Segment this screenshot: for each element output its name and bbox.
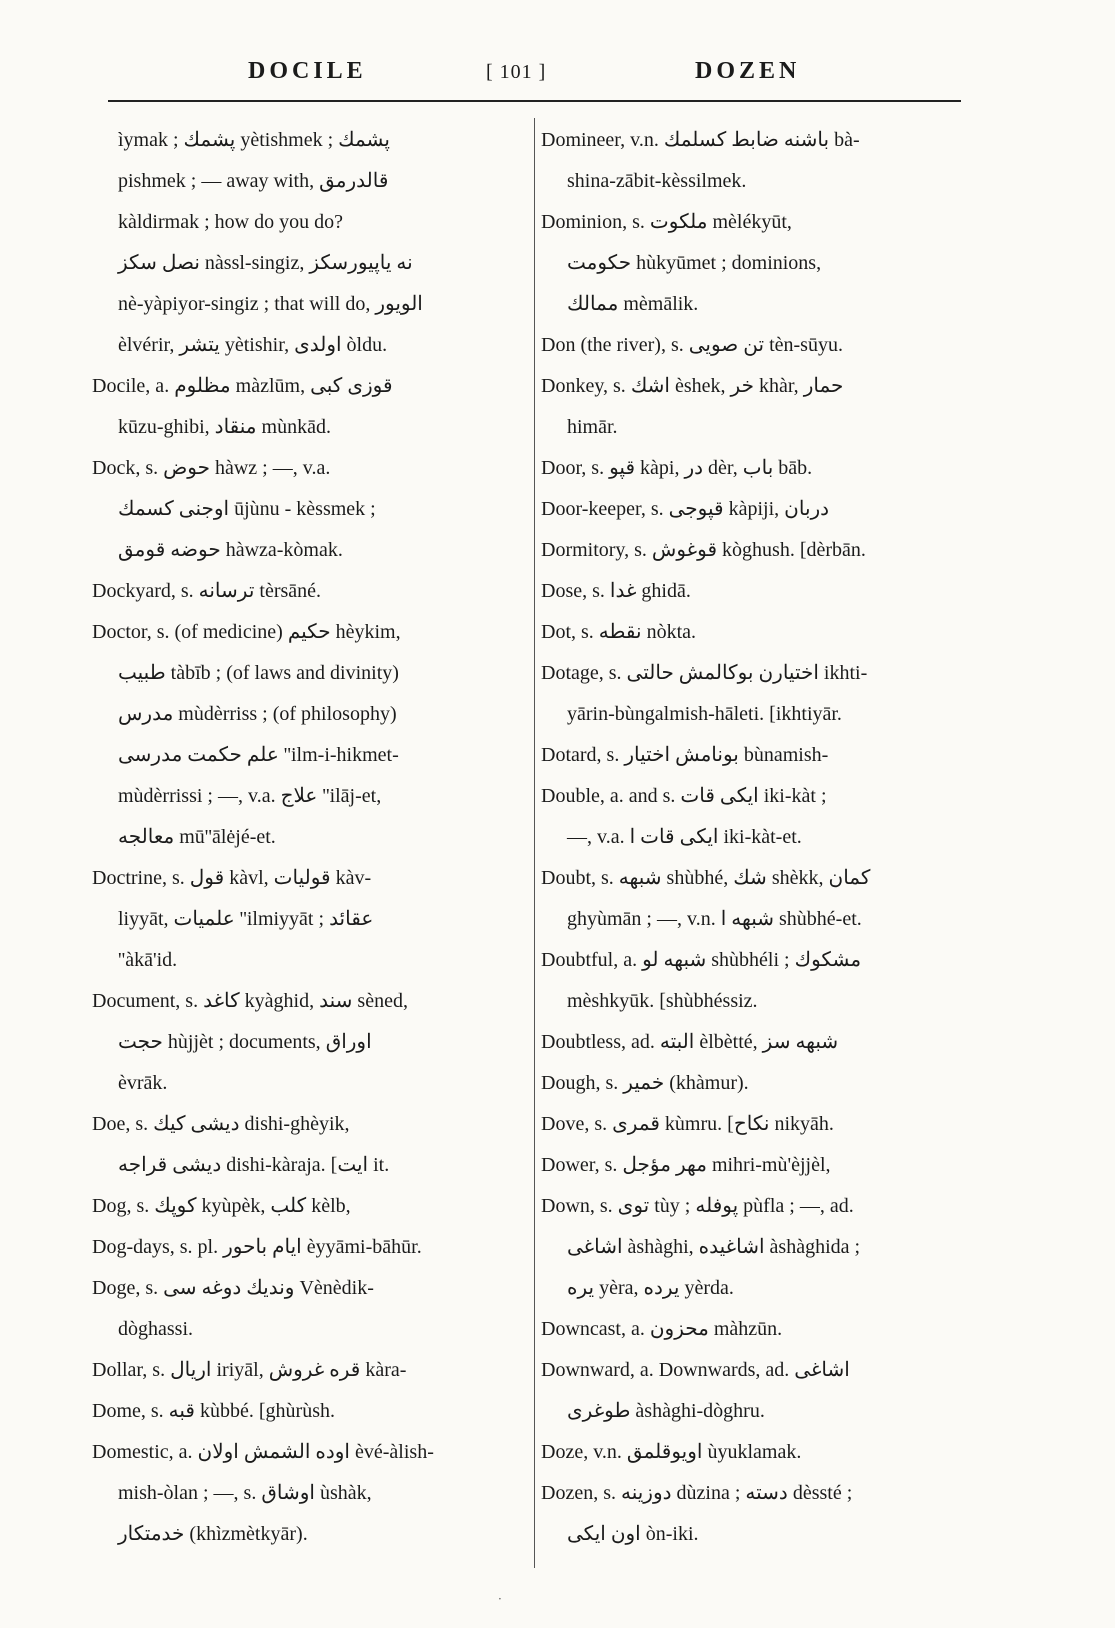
entry-line: Dower, s. مهر مؤجل mihri-mù'èjjèl, <box>541 1154 831 1176</box>
entry-line: nè-yàpiyor-singiz ; that will do, الويور <box>118 293 423 315</box>
right-column <box>541 120 966 1555</box>
entry-line: خدمتكار (khìzmètkyār). <box>118 1523 308 1545</box>
entry-line: Downward, a. Downwards, ad. اشاغی <box>541 1359 850 1381</box>
entry-line: طبيب tàbīb ; (of laws and divinity) <box>118 662 399 684</box>
entry-line: Doctrine, s. قول kàvl, قولیات kàv- <box>92 867 372 889</box>
entry-line: حكومت hùkyūmet ; dominions, <box>567 252 822 274</box>
entry-line: Dog, s. كوپك kyùpèk, كلب kèlb, <box>92 1195 351 1217</box>
entry-line: mish-òlan ; —, s. اوشاق ùshàk, <box>118 1482 372 1504</box>
entry-line: نصل سكز nàssl-singiz, نه یاپیورسکز <box>118 252 413 274</box>
entry-line: ''àkā'id. <box>118 949 178 971</box>
entry-line: Doge, s. وندیك دوغه سی Vènèdik- <box>92 1277 374 1299</box>
entry-line: اوجنی کسمك ūjùnu - kèssmek ; <box>118 498 376 520</box>
entry-line: علم حكمت مدرسی ''ilm-i-hikmet- <box>118 744 399 766</box>
header-right-guide-word: DOZEN <box>695 58 801 84</box>
entry-line: mùdèrrissi ; —, v.a. علاج ''ilāj-et, <box>118 785 382 807</box>
entry-line: Dome, s. قبه kùbbé. [ghùrùsh. <box>92 1400 335 1422</box>
entry-line: Door-keeper, s. قپوجی kàpiji, دربان <box>541 498 830 520</box>
entry-line: ممالك mèmālik. <box>567 293 699 315</box>
page-header <box>0 52 1115 92</box>
entry-line: Document, s. كاغد kyàghid, سند sèned, <box>92 990 408 1012</box>
entry-line: shina-zābit-kèssilmek. <box>567 170 747 192</box>
entry-line: Door, s. قپو kàpi, در dèr, باب bāb. <box>541 457 813 479</box>
entry-line: Dotage, s. اختیارن بوكالمش حالتی ikhti- <box>541 662 868 684</box>
entry-line: Doze, v.n. اویوقلمق ùyuklamak. <box>541 1441 802 1463</box>
entry-line: معالجه mū''ālėjé-et. <box>118 826 276 848</box>
entry-line: Doctor, s. (of medicine) حكيم hèykim, <box>92 621 401 643</box>
entry-line: دیشی قراجه dishi-kàraja. [ایت it. <box>118 1154 390 1176</box>
entry-line: Dog-days, s. pl. ایام باحور èyyāmi-bāhūr. <box>92 1236 422 1258</box>
column-divider <box>534 118 535 1568</box>
entry-line: —, v.a. ایكی قات ا iki-kàt-et. <box>567 826 802 848</box>
entry-line: Doubt, s. شبهه shùbhé, شك shèkk, كمان <box>541 867 871 889</box>
entry-line: ìymak ; پشمك yètishmek ; پشمك <box>118 129 390 151</box>
entry-line: مدرس mùdèrriss ; (of philosophy) <box>118 703 397 725</box>
entry-line: ghyùmān ; —, v.n. شبهه ا shùbhé-et. <box>567 908 862 930</box>
entry-line: kàldirmak ; how do you do? <box>118 211 343 233</box>
entry-line: Downcast, a. محزون màhzūn. <box>541 1318 783 1340</box>
entry-line: Dot, s. نقطه nòkta. <box>541 621 697 643</box>
entry-line: Doe, s. دیشی كیك dishi-ghèyik, <box>92 1113 350 1135</box>
entry-line: Dotard, s. بونامش اختیار bùnamish- <box>541 744 829 766</box>
entry-line: yārin-bùngalmish-hāleti. [ikhtiyār. <box>567 703 842 725</box>
entry-line: Domineer, v.n. باشنه ضابط كسلمك bà- <box>541 129 860 151</box>
entry-line: اون ایكی òn-iki. <box>567 1523 699 1545</box>
entry-line: Dose, s. غدا ghidā. <box>541 580 691 602</box>
entry-line: Dockyard, s. ترسانه tèrsāné. <box>92 580 322 602</box>
entry-line: èlvérir, یتشر yètishir, اولدی òldu. <box>118 334 388 356</box>
entry-line: liyyāt, علمیات ''ilmiyyāt ; عقائد <box>118 908 374 930</box>
entry-line: Docile, a. مظلوم màzlūm, قوزی کبی <box>92 375 393 397</box>
entry-line: یره yèra, یرده yèrda. <box>567 1277 734 1299</box>
entry-line: pishmek ; — away with, قالدرمق <box>118 170 389 192</box>
entry-line: طوغری àshàghi-dòghru. <box>567 1400 765 1422</box>
entry-line: Doubtless, ad. البته èlbètté, شبهه سز <box>541 1031 839 1053</box>
page-number: [ 101 ] <box>486 61 547 83</box>
left-column <box>92 120 522 1555</box>
entry-line: Dock, s. حوض hàwz ; —, v.a. <box>92 457 331 479</box>
entry-line: اشاغی àshàghi, اشاغیده àshàghida ; <box>567 1236 861 1258</box>
entry-line: حجت hùjjèt ; documents, اوراق <box>118 1031 372 1053</box>
entry-line: Dollar, s. اریال iriyāl, قره غروش kàra- <box>92 1359 407 1381</box>
entry-line: Dominion, s. ملكوت mèlékyūt, <box>541 211 792 233</box>
entry-line: Dove, s. قمری kùmru. [نكاح nikyāh. <box>541 1113 834 1135</box>
entry-line: Down, s. توی tùy ; پوفله pùfla ; —, ad. <box>541 1195 854 1217</box>
entry-line: Double, a. and s. ایكی قات iki-kàt ; <box>541 785 827 807</box>
entry-line: dòghassi. <box>118 1318 193 1340</box>
entry-line: èvrāk. <box>118 1072 168 1094</box>
entry-line: kūzu-ghibi, منقاد mùnkād. <box>118 416 331 438</box>
entry-line: Dough, s. خمیر (khàmur). <box>541 1072 749 1094</box>
entry-line: Domestic, a. اوده الشمش اولان èvé-àlish- <box>92 1441 434 1463</box>
entry-line: himār. <box>567 416 618 438</box>
entry-line: حوضه قومق hàwza-kòmak. <box>118 539 343 561</box>
header-left-guide-word: DOCILE <box>248 58 367 84</box>
entry-line: Donkey, s. اشك èshek, خر khàr, حمار <box>541 375 844 397</box>
header-rule <box>108 100 961 102</box>
entry-line: mèshkyūk. [shùbhéssiz. <box>567 990 758 1012</box>
entry-line: Dozen, s. دوزینه dùzina ; دسته dèssté ; <box>541 1482 853 1504</box>
entry-line: Doubtful, a. شبهه لو shùbhéli ; مشكوك <box>541 949 862 971</box>
entry-line: Dormitory, s. قوغوش kòghush. [dèrbān. <box>541 539 866 561</box>
entry-line: Don (the river), s. تن صویی tèn-sūyu. <box>541 334 843 356</box>
bottom-mark: · <box>498 1592 502 1606</box>
